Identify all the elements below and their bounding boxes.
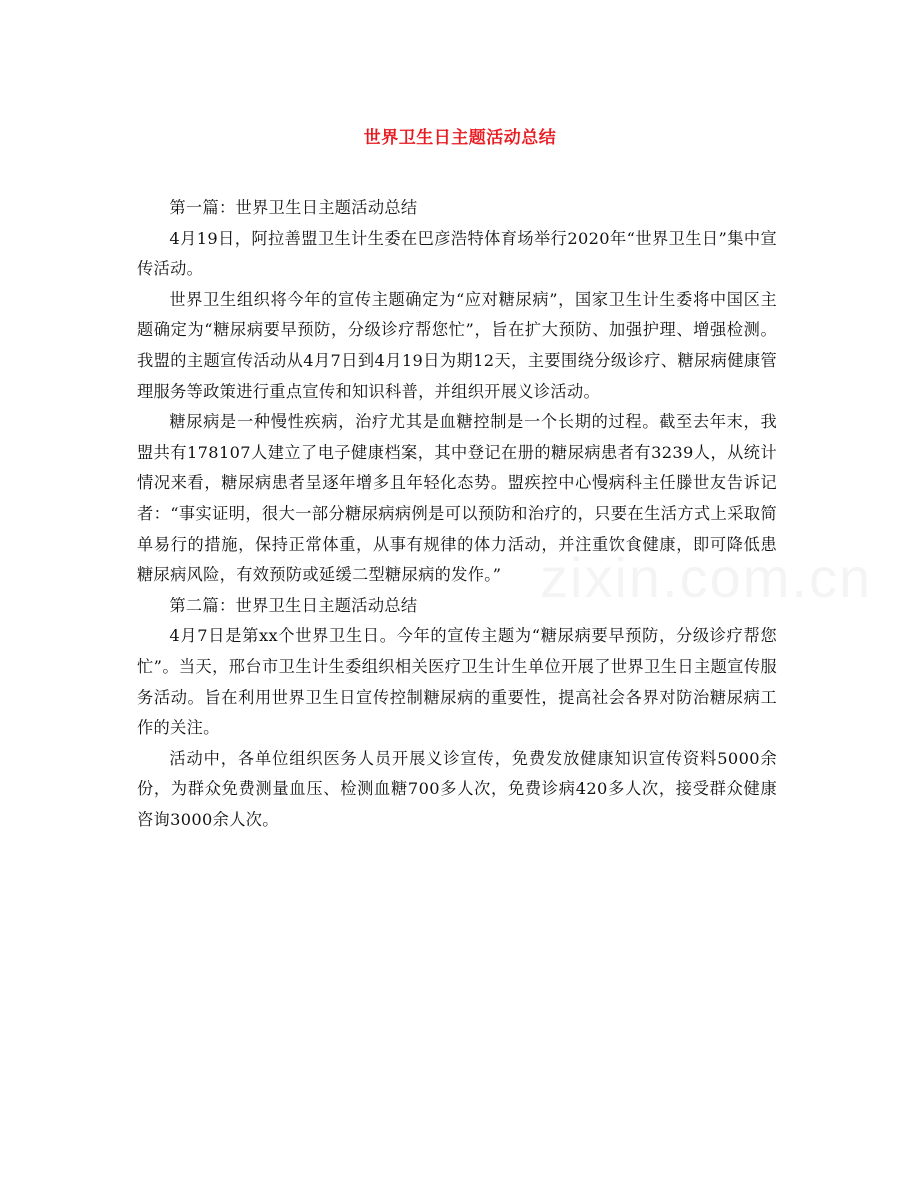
paragraph: 4月19日，阿拉善盟卫生计生委在巴彦浩特体育场举行2020年“世界卫生日”集中宣传活动。 [137, 228, 777, 279]
document-body [137, 193, 777, 835]
paragraph: 糖尿病是一种慢性疾病，治疗尤其是血糖控制是一个长期的过程。截至去年末，我盟共有178107人建立了电子健康档案，其中登记在册的糖尿病患者有3239人，从统计情况来看，糖尿病患者呈逐年增多且年轻化态势。盟疾控中心慢病科主任滕世友告诉记者：“事实证明，很大一部分糖尿病病例是可以预防和治疗的，只要在生活方式上采取简单易行的措施，保持正常体重，从事有规律的体力活动，并注重饮食健康，即可降低患糖尿病风险，有效预防或延缓二型糖尿病的发作。” [137, 412, 777, 585]
paragraph: 活动中，各单位组织医务人员开展义诊宣传，免费发放健康知识宣传资料5000余份，为群众免费测量血压、检测血糖700多人次，免费诊病420多人次，接受群众健康咨询3000余人次。 [137, 748, 777, 829]
document-title: 世界卫生日主题活动总结 [363, 128, 557, 148]
paragraph: 4月7日是第xx个世界卫生日。今年的宣传主题为“糖尿病要早预防，分级诊疗帮您忙”。当天，邢台市卫生计生委组织相关医疗卫生计生单位开展了世界卫生日主题宣传服务活动。旨在利用世界卫生日宣传控制糖尿病的重要性，提高社会各界对防治糖尿病工作的关注。 [137, 626, 777, 738]
section-heading-2: 第二篇：世界卫生日主题活动总结 [169, 595, 418, 615]
section-heading-1: 第一篇：世界卫生日主题活动总结 [169, 198, 418, 217]
paragraph: 世界卫生组织将今年的宣传主题确定为“应对糖尿病”，国家卫生计生委将中国区主题确定为“糖尿病要早预防，分级诊疗帮您忙”，旨在扩大预防、加强护理、增强检测。我盟的主题宣传活动从4月7日到4月19日为期12天，主要围绕分级诊疗、糖尿病健康管理服务等政策进行重点宣传和知识科普，并组织开展义诊活动。 [137, 289, 777, 401]
